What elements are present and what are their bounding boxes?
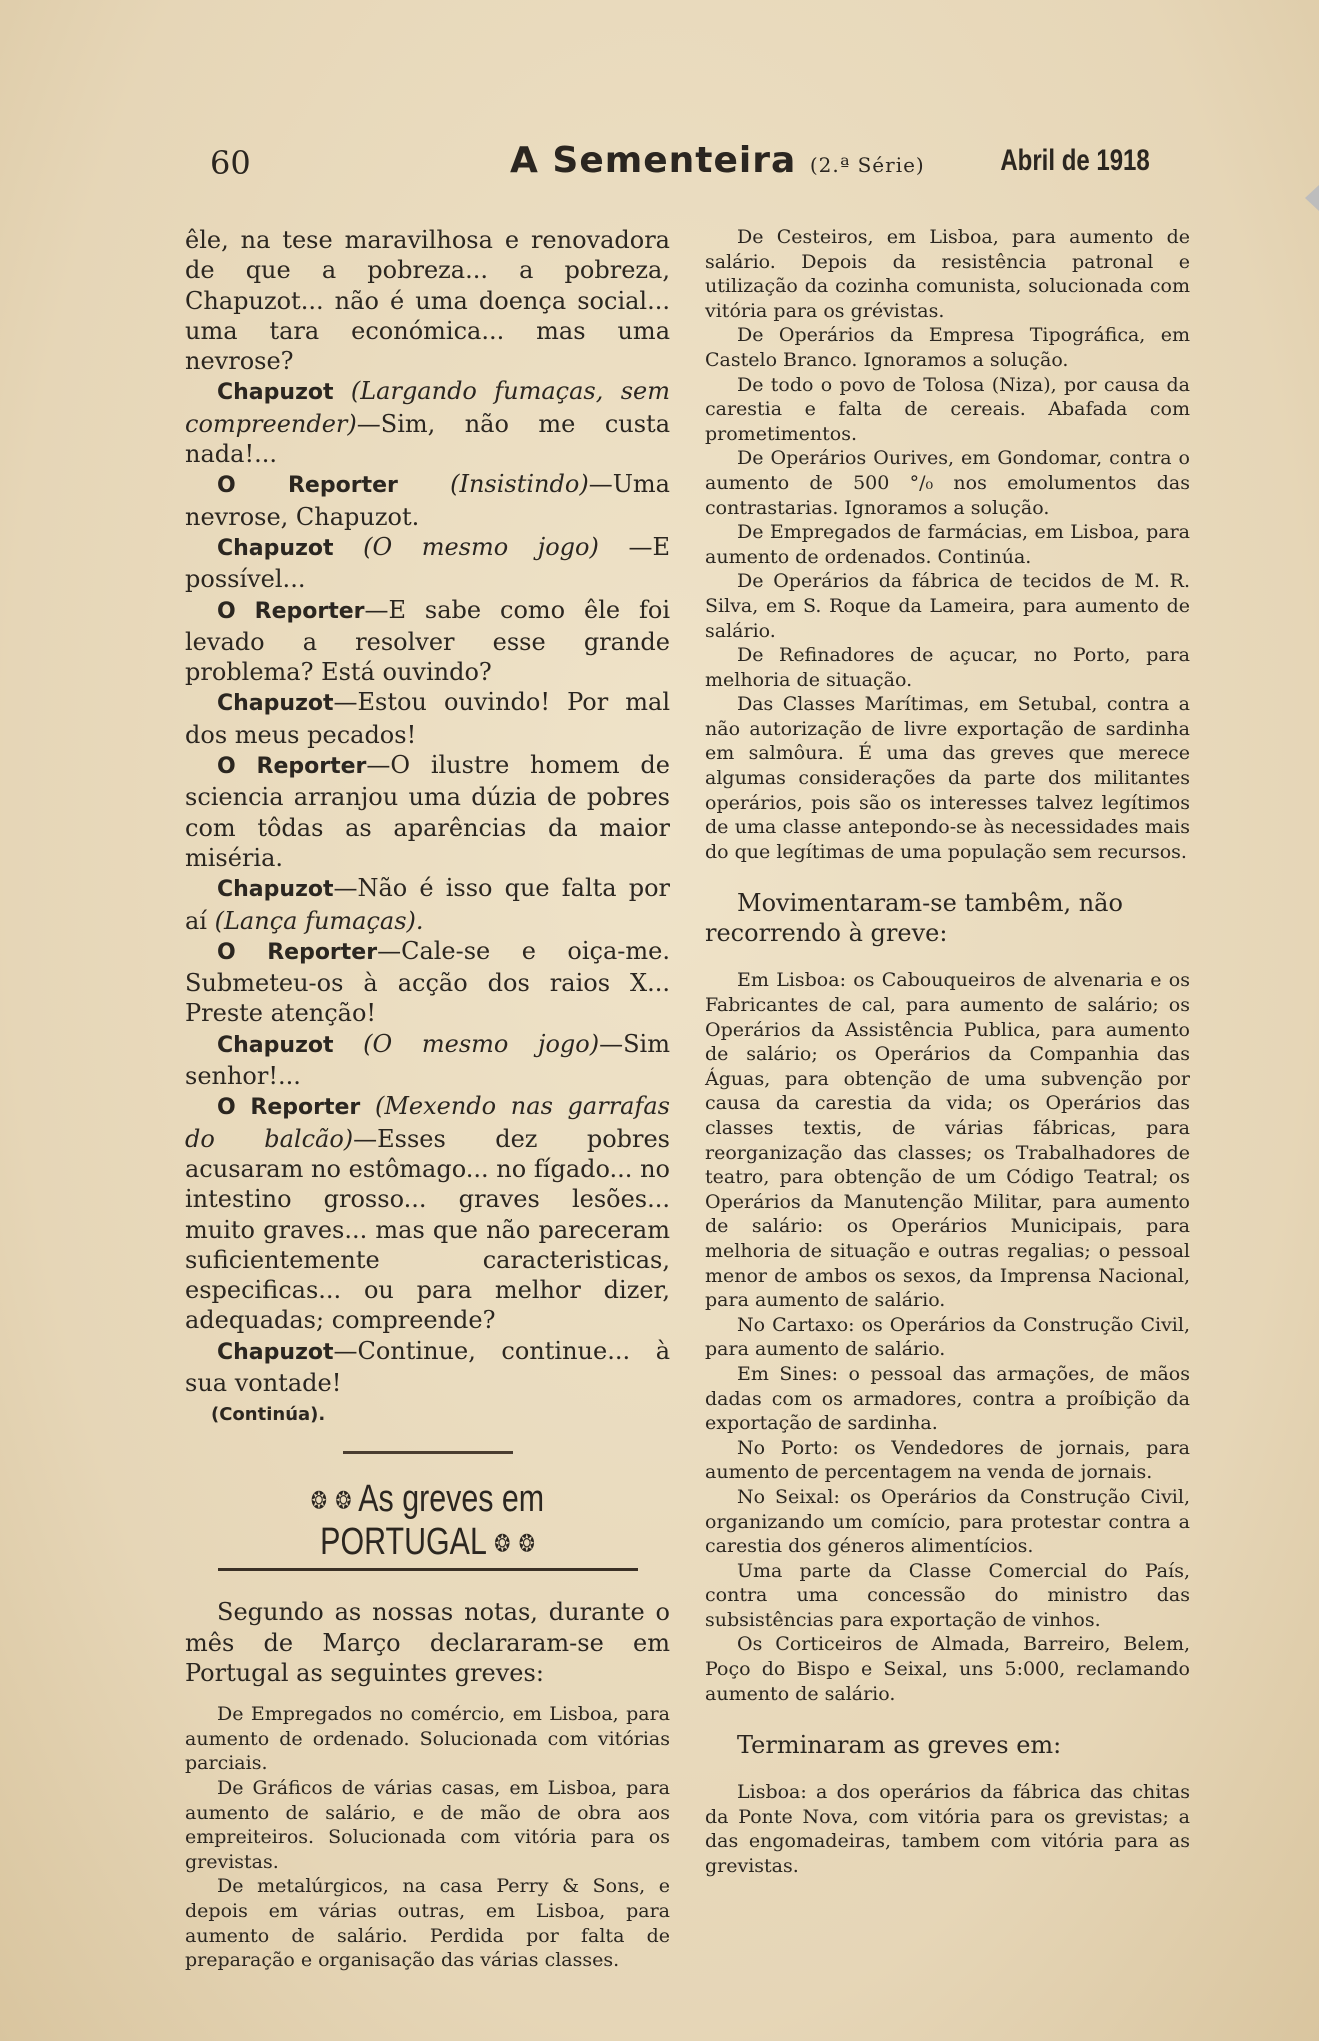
speaker-name: O Reporter: [217, 939, 378, 965]
dialogue-line: O Reporter—E sabe como êle foi levado a resolver esse grande problema? Está ouvindo?: [185, 595, 670, 687]
speaker-name: O Reporter: [217, 754, 367, 780]
journal-serie: (2.ª Série): [809, 153, 925, 177]
continua-note: (Continúa).: [211, 1404, 326, 1426]
dialogue-line: O Reporter—Cale-se e oiça-me. Submeteu-os à acção dos raios X... Preste atenção!: [185, 936, 670, 1028]
dialogue-line: Chapuzot (Largando fumaças, sem compreender)—Sim, não me custa nada!...: [185, 377, 670, 469]
speaker-name: Chapuzot: [217, 535, 334, 561]
section-intro: Segundo as nossas notas, durante o mês de Março declararam-se em Portugal as seguintes greves:: [185, 1598, 670, 1687]
dialogue-line: O Reporter (Insistindo)—Uma nevrose, Chapuzot.: [185, 470, 670, 531]
dialogue-line: Chapuzot—Não é isso que falta por aí (Lança fumaças).: [185, 874, 670, 935]
page-header: [190, 140, 1150, 190]
movement-item: Os Corticeiros de Almada, Barreiro, Belem, Poço do Bispo e Seixal, uns 5:000, reclamando aumento de salário.: [705, 1633, 1190, 1705]
strike-item: De Refinadores de açucar, no Porto, para melhoria de situação.: [705, 644, 1190, 691]
strike-item: De Cesteiros, em Lisboa, para aumento de salário. Depois da resistência patronal e utilização da cozinha comunista, solucionada com vitória para os grévistas.: [705, 226, 1190, 322]
journal-name: A Sementeira: [510, 140, 797, 181]
speaker-name: Chapuzot: [217, 691, 334, 717]
strike-item: De Gráficos de várias casas, em Lisboa, para aumento de salário, e de mão de obra aos empreiteiros. Solucionada com vitória para os grevistas.: [185, 1776, 670, 1873]
speaker-name: O Reporter: [217, 1095, 361, 1121]
stage-direction: (O mesmo jogo): [363, 1029, 600, 1058]
movement-item: Em Lisboa: os Cabouqueiros de alvenaria e os Fabricantes de cal, para aumento de salário; os Operários da Assistência Publica, para aumento de salário; os Operários da Companhia das Águas, para obtenção de uma subvenção por causa da carestia da vida; os Operários das classes textis, de várias fábricas, para reorganização das classes; os Trabalhadores de teatro, para obtenção de um Código Teatral; os Operários da Manutenção Militar, para aumento de salário: os Operários Municipais, para melhoria de situação e outras regalias; o pessoal menor de ambos os sexos, da Imprensa Nacional, para aumento de salário.: [705, 969, 1190, 1312]
speaker-name: Chapuzot: [217, 1032, 334, 1058]
movement-item: No Cartaxo: os Operários da Construção Civil, para aumento de salário.: [705, 1313, 1190, 1361]
strike-item: De Operários da Empresa Tipográfica, em Castelo Branco. Ignoramos a solução.: [705, 324, 1190, 371]
stage-direction: (Insistindo): [450, 470, 589, 499]
ornament-icon: ❂: [310, 1487, 327, 1515]
ornament-icon: ❂: [335, 1487, 352, 1515]
strike-item: De Operários Ourives, em Gondomar, contra o aumento de 500 °/₀ nos emolumentos das contrastarias. Ignoramos a solução.: [705, 447, 1190, 519]
speaker-name: Chapuzot: [217, 1339, 334, 1365]
movement-item: Uma parte da Classe Comercial do País, contra uma concessão do ministro das subsistências para exportação de vinhos.: [705, 1559, 1190, 1631]
dialogue-line: Chapuzot—Estou ouvindo! Por mal dos meus pecados!: [185, 688, 670, 749]
dialogue-line: O Reporter (Mexendo nas garrafas do balcão)—Esses dez pobres acusaram no estômago... no fígado... no intestino grosso... graves lesões... muito graves... mas que não pareceram suficientemente caracteristicas, especificas... ou para melhor dizer, adequadas; compreende?: [185, 1092, 671, 1335]
stage-direction: (Largando fumaças, sem compreender): [185, 377, 670, 438]
movement-item: Em Sines: o pessoal das armações, de mãos dadas com os armadores, contra a proíbição da exportação de sardinha.: [705, 1362, 1190, 1435]
stage-direction: (O mesmo jogo): [363, 532, 599, 561]
section-title-text: As greves em PORTUGAL: [320, 1478, 545, 1564]
speaker-name: O Reporter: [217, 598, 365, 624]
ornament-icon: ❂: [494, 1530, 511, 1558]
dialogue-line: Chapuzot (O mesmo jogo)—Sim senhor!...: [185, 1029, 670, 1091]
dialogue-line: Chapuzot—Continue, continue... à sua vontade!: [185, 1336, 670, 1397]
subheading-movements: Movimentaram-se tambêm, não recorrendo à greve:: [705, 889, 1123, 948]
section-title: [234, 1478, 622, 1564]
journal-title: [510, 140, 925, 181]
speaker-name: Chapuzot: [217, 380, 334, 406]
title-underline: [218, 1568, 638, 1571]
speaker-name: O Reporter: [217, 473, 398, 499]
stage-direction: (Lança fumaças).: [214, 906, 424, 935]
speaker-name: Chapuzot: [217, 877, 334, 903]
section-divider: [343, 1451, 513, 1454]
ended-item: Lisboa: a dos operários da fábrica das chitas da Ponte Nova, com vitória para os grevistas; a das engomadeiras, tambem com vitória para as grevistas.: [705, 1781, 1190, 1878]
issue-date: Abril de 1918: [1000, 144, 1150, 177]
subheading-ended: Terminaram as greves em:: [737, 1731, 1062, 1760]
page-number: 60: [210, 144, 251, 182]
left-column: [185, 225, 670, 1973]
strike-item: De Operários da fábrica de tecidos de M. R. Silva, em S. Roque da Lameira, para aumento de salário.: [705, 570, 1190, 642]
stage-direction: (Mexendo nas garrafas do balcão): [185, 1092, 670, 1153]
ornament-icon: ❂: [518, 1530, 535, 1558]
dialogue-line: êle, na tese maravilhosa e renovadora de que a pobreza... a pobreza, Chapuzot... não é uma doença social... uma tara económica... mas uma nevrose?: [185, 226, 670, 376]
strike-item: De metalúrgicos, na casa Perry & Sons, e depois em várias outras, em Lisboa, para aumento de salário. Perdida por falta de preparação e organisação das várias classes.: [185, 1875, 670, 1972]
dialogue-line: O Reporter—O ilustre homem de sciencia arranjou uma dúzia de pobres com tôdas as aparências da maior miséria.: [185, 751, 670, 872]
page-edge-tab: [1305, 185, 1319, 211]
strike-item: De Empregados no comércio, em Lisboa, para aumento de ordenado. Solucionada com vitórias parciais.: [185, 1703, 670, 1775]
strike-item: De Empregados de farmácias, em Lisboa, para aumento de ordenados. Continúa.: [705, 521, 1190, 568]
dialogue-line: Chapuzot (O mesmo jogo) —E possível...: [185, 532, 670, 594]
right-column: [705, 225, 1190, 1879]
strike-item: Das Classes Marítimas, em Setubal, contra a não autorização de livre exportação de sardinha em salmôura. É uma das greves que merece algumas considerações da parte dos militantes operários, pois são os interesses talvez legítimos de uma classe antepondo-se às necessidades mais do que legítimas de uma população sem recursos.: [705, 693, 1190, 863]
movement-item: No Seixal: os Operários da Construção Civil, organizando um comício, para protestar contra a carestia dos géneros alimentícios.: [705, 1485, 1190, 1558]
movement-item: No Porto: os Vendedores de jornais, para aumento de percentagem na venda de jornais.: [705, 1436, 1190, 1484]
strike-item: De todo o povo de Tolosa (Niza), por causa da carestia e falta de cereais. Abafada com prometimentos.: [705, 373, 1190, 445]
